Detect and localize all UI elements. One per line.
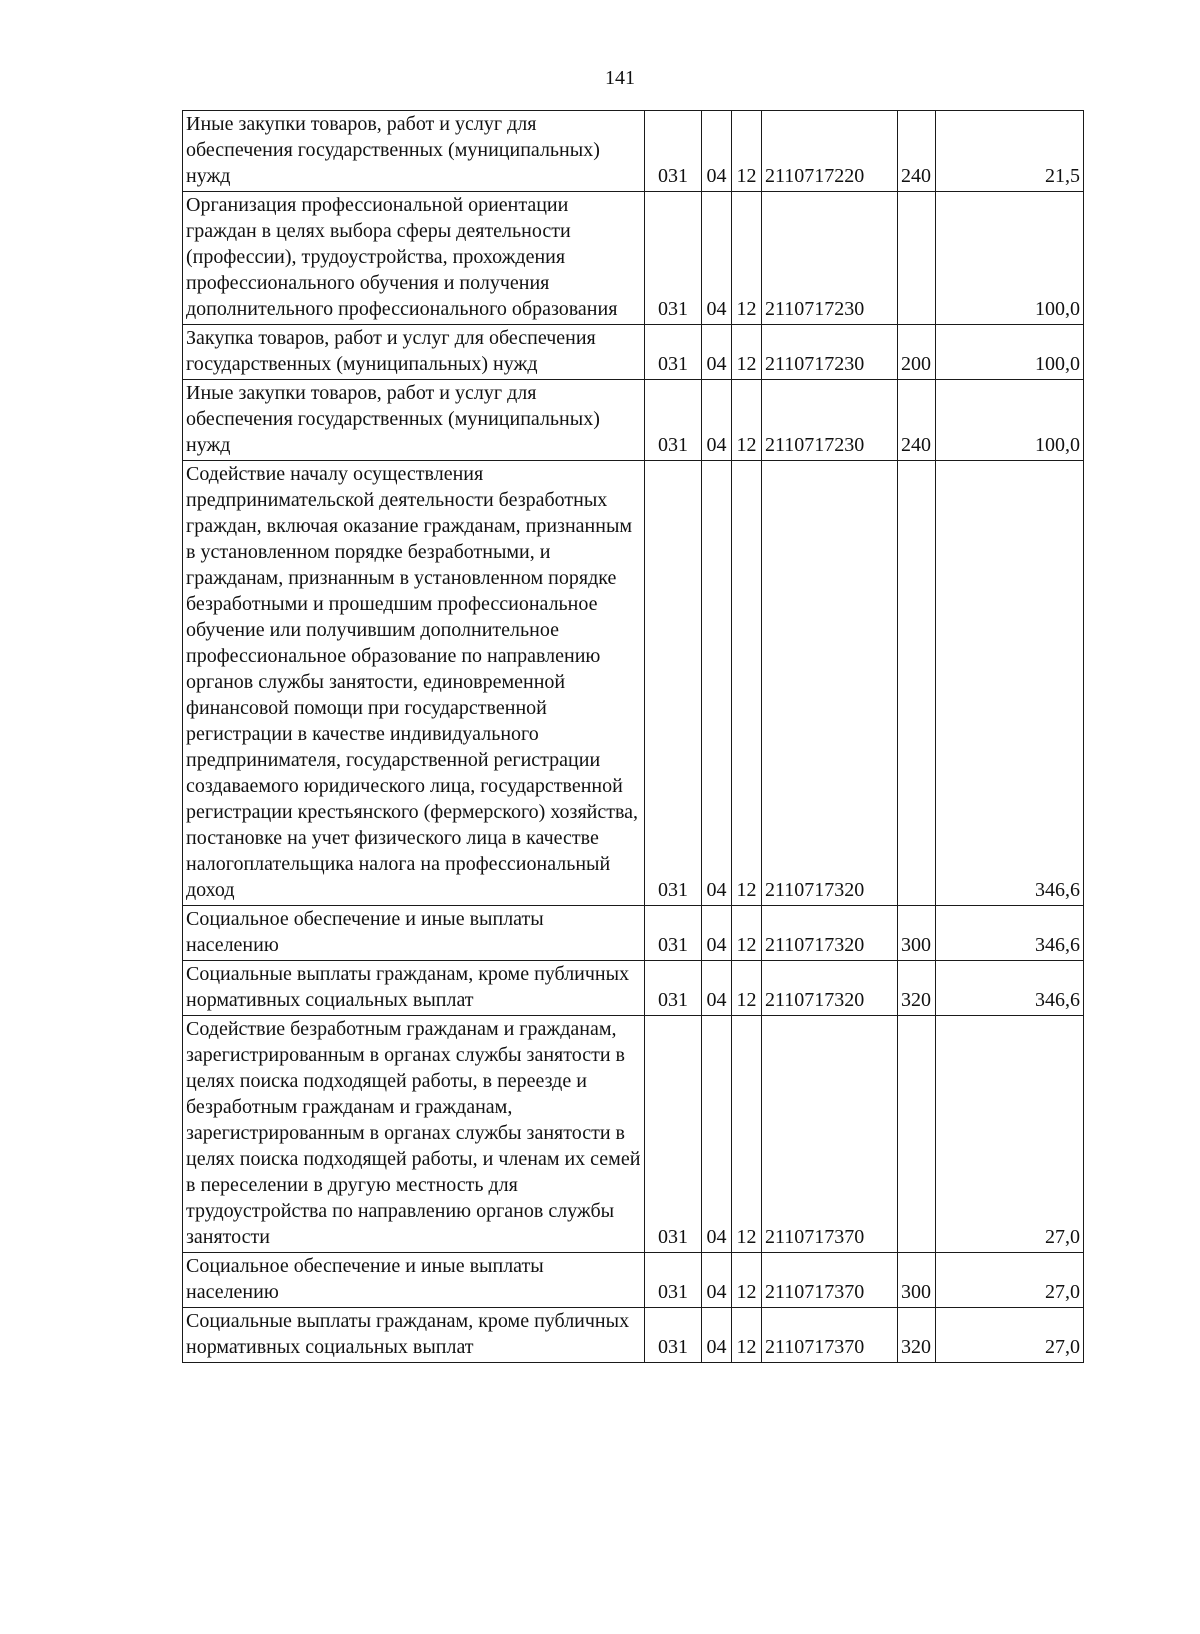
row-name-cell: Социальные выплаты гражданам, кроме публичных нормативных социальных выплат (183, 1308, 645, 1363)
row-name-cell: Социальное обеспечение и иные выплаты населению (183, 906, 645, 961)
target-article-cell: 2110717320 (762, 961, 898, 1016)
target-article-cell: 2110717370 (762, 1253, 898, 1308)
expense-type-cell (898, 192, 936, 325)
table-row (183, 961, 1084, 1016)
ministry-code-cell: 031 (645, 1016, 702, 1253)
section-code-cell: 04 (702, 1253, 732, 1308)
subsection-code-cell: 12 (732, 461, 762, 906)
section-code-cell: 04 (702, 380, 732, 461)
table-row (183, 1016, 1084, 1253)
target-article-cell: 2110717230 (762, 325, 898, 380)
ministry-code-cell: 031 (645, 1308, 702, 1363)
ministry-code-cell: 031 (645, 380, 702, 461)
subsection-code-cell: 12 (732, 380, 762, 461)
section-code-cell: 04 (702, 906, 732, 961)
target-article-cell: 2110717230 (762, 192, 898, 325)
section-code-cell: 04 (702, 325, 732, 380)
amount-cell: 21,5 (936, 111, 1084, 192)
page-number: 141 (605, 67, 635, 89)
ministry-code-cell: 031 (645, 906, 702, 961)
table-row (183, 1308, 1084, 1363)
subsection-code-cell: 12 (732, 961, 762, 1016)
amount-cell: 100,0 (936, 192, 1084, 325)
section-code-cell: 04 (702, 961, 732, 1016)
expense-type-cell: 200 (898, 325, 936, 380)
budget-table-body (183, 111, 1084, 1363)
row-name-cell: Социальное обеспечение и иные выплаты населению (183, 1253, 645, 1308)
target-article-cell: 2110717220 (762, 111, 898, 192)
expense-type-cell: 300 (898, 1253, 936, 1308)
expense-type-cell (898, 461, 936, 906)
row-name-cell: Иные закупки товаров, работ и услуг для обеспечения государственных (муниципальных) нужд (183, 380, 645, 461)
expense-type-cell: 240 (898, 380, 936, 461)
expense-type-cell: 320 (898, 1308, 936, 1363)
row-name-cell: Закупка товаров, работ и услуг для обеспечения государственных (муниципальных) нужд (183, 325, 645, 380)
ministry-code-cell: 031 (645, 325, 702, 380)
amount-cell: 346,6 (936, 961, 1084, 1016)
expense-type-cell (898, 1016, 936, 1253)
subsection-code-cell: 12 (732, 906, 762, 961)
row-name-cell: Содействие безработным гражданам и гражданам, зарегистрированным в органах службы занятости в целях поиска подходящей работы, в переезде и безработным гражданам и гражданам, зарегистрированным в органах службы занятости в целях поиска подходящей работы, и членам их семей в переселении в другую местность для трудоустройства по направлению органов службы занятости (183, 1016, 645, 1253)
subsection-code-cell: 12 (732, 111, 762, 192)
table-row (183, 192, 1084, 325)
subsection-code-cell: 12 (732, 1308, 762, 1363)
ministry-code-cell: 031 (645, 1253, 702, 1308)
ministry-code-cell: 031 (645, 961, 702, 1016)
subsection-code-cell: 12 (732, 192, 762, 325)
expense-type-cell: 320 (898, 961, 936, 1016)
section-code-cell: 04 (702, 461, 732, 906)
target-article-cell: 2110717370 (762, 1016, 898, 1253)
row-name-cell: Социальные выплаты гражданам, кроме публичных нормативных социальных выплат (183, 961, 645, 1016)
ministry-code-cell: 031 (645, 192, 702, 325)
ministry-code-cell: 031 (645, 461, 702, 906)
amount-cell: 27,0 (936, 1308, 1084, 1363)
subsection-code-cell: 12 (732, 325, 762, 380)
row-name-cell: Организация профессиональной ориентации граждан в целях выбора сферы деятельности (профессии), трудоустройства, прохождения профессионального обучения и получения дополнительного профессионального образования (183, 192, 645, 325)
budget-table (182, 110, 1084, 1363)
target-article-cell: 2110717320 (762, 906, 898, 961)
expense-type-cell: 240 (898, 111, 936, 192)
amount-cell: 346,6 (936, 461, 1084, 906)
section-code-cell: 04 (702, 111, 732, 192)
amount-cell: 27,0 (936, 1253, 1084, 1308)
amount-cell: 100,0 (936, 380, 1084, 461)
table-row (183, 111, 1084, 192)
section-code-cell: 04 (702, 1016, 732, 1253)
section-code-cell: 04 (702, 1308, 732, 1363)
subsection-code-cell: 12 (732, 1016, 762, 1253)
table-row (183, 1253, 1084, 1308)
ministry-code-cell: 031 (645, 111, 702, 192)
table-row (183, 906, 1084, 961)
amount-cell: 346,6 (936, 906, 1084, 961)
table-row (183, 325, 1084, 380)
amount-cell: 27,0 (936, 1016, 1084, 1253)
table-row (183, 380, 1084, 461)
section-code-cell: 04 (702, 192, 732, 325)
row-name-cell: Содействие началу осуществления предпринимательской деятельности безработных граждан, включая оказание гражданам, признанным в установленном порядке безработными, и гражданам, признанным в установленном порядке безработными и прошедшим профессиональное обучение или получившим дополнительное профессиональное образование по направлению органов службы занятости, единовременной финансовой помощи при государственной регистрации в качестве индивидуального предпринимателя, государственной регистрации создаваемого юридического лица, государственной регистрации крестьянского (фермерского) хозяйства, постановке на учет физического лица в качестве налогоплательщика налога на профессиональный доход (183, 461, 645, 906)
row-name-cell: Иные закупки товаров, работ и услуг для обеспечения государственных (муниципальных) нужд (183, 111, 645, 192)
target-article-cell: 2110717370 (762, 1308, 898, 1363)
expense-type-cell: 300 (898, 906, 936, 961)
target-article-cell: 2110717320 (762, 461, 898, 906)
subsection-code-cell: 12 (732, 1253, 762, 1308)
amount-cell: 100,0 (936, 325, 1084, 380)
table-row (183, 461, 1084, 906)
target-article-cell: 2110717230 (762, 380, 898, 461)
